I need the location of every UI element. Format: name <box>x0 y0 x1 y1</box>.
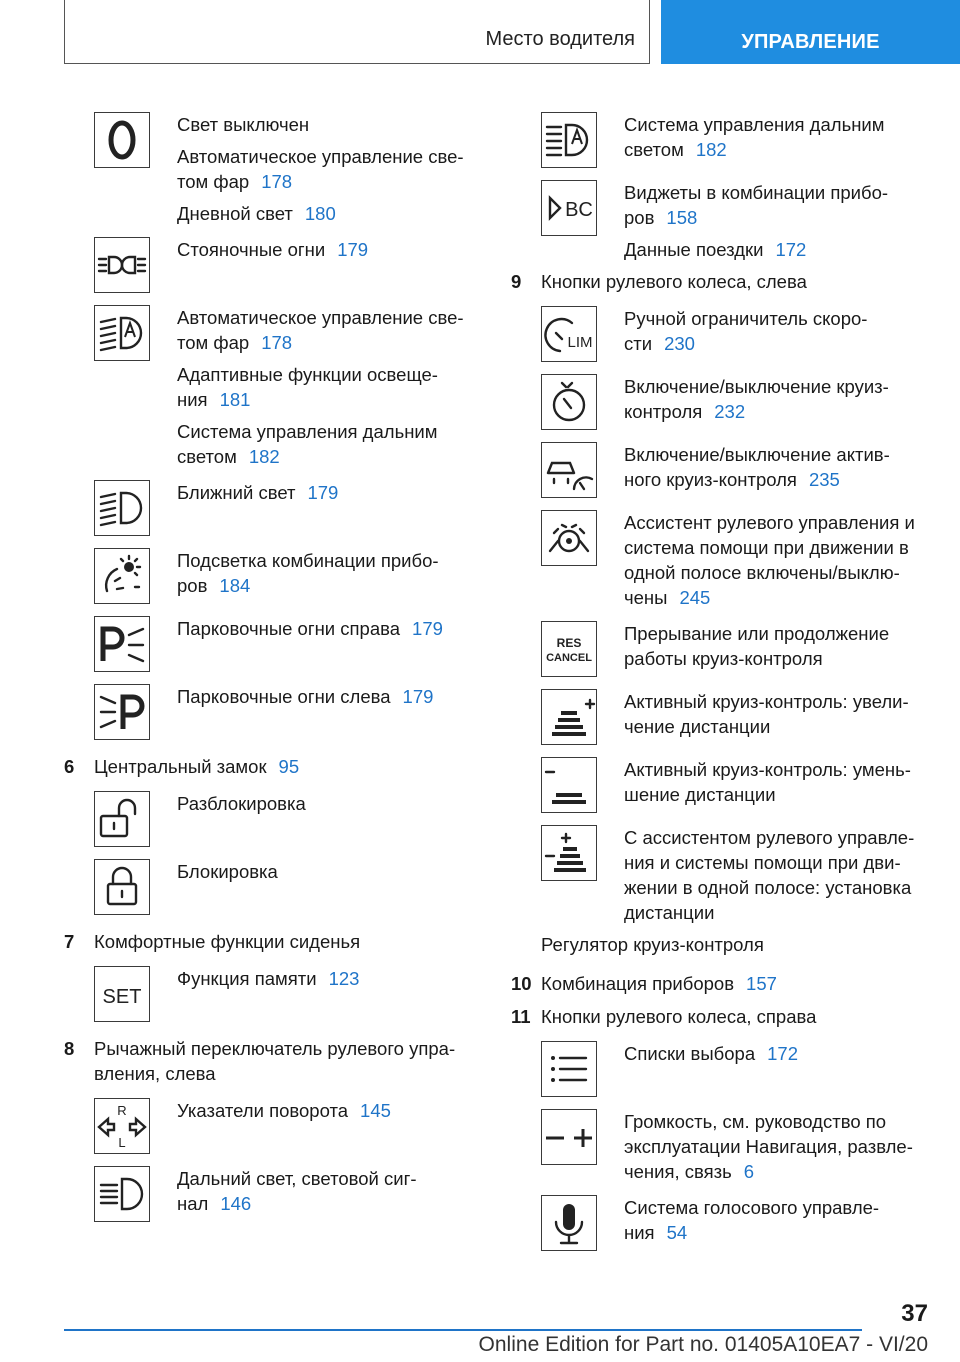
icon-row <box>94 1094 480 1162</box>
svg-text:LIM: LIM <box>567 334 593 351</box>
entry <box>624 374 941 424</box>
entry <box>177 684 480 709</box>
entry <box>177 144 480 194</box>
left-group-7 <box>64 962 480 1030</box>
icon-row <box>541 108 941 176</box>
entry <box>624 112 941 162</box>
entry <box>177 480 480 505</box>
entry-text: Функция памяти 123 <box>177 968 360 989</box>
icon-label-res: RES <box>556 636 582 650</box>
entry <box>624 621 941 671</box>
entry <box>177 419 480 469</box>
auto-headlight-icon <box>94 305 150 361</box>
entry-text: Списки выбора 172 <box>624 1043 798 1064</box>
entry-text: С ассистентом рулевого управле- ния и системы помощи при дви- жении в одной полосе: установка дистанции <box>624 827 915 923</box>
page-link[interactable]: 6 <box>743 1161 755 1182</box>
entry <box>177 859 480 884</box>
distance-decrease-icon <box>541 757 597 813</box>
entry <box>624 1195 941 1245</box>
icon-row <box>94 787 480 855</box>
item-11 <box>511 1004 941 1029</box>
cruise-regulator-note: Регулятор круиз-контроля <box>541 934 764 955</box>
entry-text: Подсветка комбинации прибо- ров 184 <box>177 550 439 596</box>
entry-text: Активный круиз-контроль: увели- чение дистанции <box>624 691 909 737</box>
page-link[interactable]: 95 <box>278 756 300 777</box>
page-link[interactable]: 232 <box>714 401 746 422</box>
page-link[interactable]: 179 <box>412 618 443 639</box>
icon-row <box>541 302 941 370</box>
svg-text:BC: BC <box>565 199 593 221</box>
left-column <box>64 108 480 1230</box>
item-label: Центральный замок <box>94 756 267 777</box>
item-label: Комфортные функции сиденья <box>94 931 361 952</box>
entry-text: Свет выключен <box>177 114 310 135</box>
entry-text: Данные поездки 172 <box>624 239 807 260</box>
entry <box>177 201 480 226</box>
item-10 <box>511 971 941 996</box>
entry <box>177 362 480 412</box>
icon-row <box>541 1191 941 1259</box>
parking-light-left-icon <box>94 684 150 740</box>
high-beam-assist-icon <box>541 112 597 168</box>
item-7 <box>64 929 480 954</box>
entry-text: Стояночные огни 179 <box>177 239 369 260</box>
right-group-11 <box>511 1037 941 1259</box>
icon-row <box>94 233 480 301</box>
page-link[interactable]: 182 <box>695 139 727 160</box>
icon-row <box>94 544 480 612</box>
icon-row <box>541 176 941 262</box>
page-link[interactable]: 245 <box>679 587 711 608</box>
page-link[interactable]: 178 <box>261 171 293 192</box>
entry-text: Ассистент рулевого управления и система помощи при движении в одной полосе включены/выклю- чены 245 <box>624 512 915 608</box>
entry-text: Виджеты в комбинации прибо- ров 158 <box>624 182 889 228</box>
entry <box>177 616 480 641</box>
icon-row <box>94 1162 480 1230</box>
icon-row <box>94 855 480 923</box>
item-9 <box>511 269 941 294</box>
entry-text: Включение/выключение актив- ного круиз-контроля 235 <box>624 444 890 490</box>
entry-text: Указатели поворота 145 <box>177 1100 391 1121</box>
item-label: Комбинация приборов <box>541 973 735 994</box>
page-link[interactable]: 182 <box>248 446 280 467</box>
svg-text:R: R <box>117 1103 127 1118</box>
entry-text: Адаптивные функции освеще- ния 181 <box>177 364 438 410</box>
entry <box>624 306 941 356</box>
steering-assist-icon <box>541 510 597 566</box>
entry-text: Блокировка <box>177 861 278 882</box>
entry <box>624 689 941 739</box>
entry <box>177 237 480 262</box>
footer-rule <box>64 1329 862 1331</box>
entry-text: Ручной ограничитель скоро- сти 230 <box>624 308 868 354</box>
entry-text: Система управления дальним светом 182 <box>624 114 885 160</box>
icon-row <box>541 753 941 821</box>
distance-set-icon <box>541 825 597 881</box>
page-link[interactable]: 230 <box>664 333 695 354</box>
entry <box>624 180 941 230</box>
light-off-icon <box>94 112 150 168</box>
entry-text: Парковочные огни справа 179 <box>177 618 443 639</box>
item-number: 10 <box>511 973 532 994</box>
icon-row <box>94 301 480 469</box>
turn-signal-icon <box>94 1098 150 1154</box>
icon-row <box>541 1105 941 1184</box>
icon-row <box>541 438 941 506</box>
page-link[interactable]: 158 <box>666 207 698 228</box>
page-link[interactable]: 235 <box>808 469 840 490</box>
edition-text: Online Edition for Part no. 01405A10EA7 - VI/20 <box>478 1333 928 1356</box>
entry-text: Прерывание или продолжение работы круиз-контроля <box>624 623 890 669</box>
cruise-control-icon <box>541 374 597 430</box>
entry <box>624 237 941 262</box>
left-group-6 <box>64 787 480 923</box>
item-number: 6 <box>64 756 75 777</box>
item-label: Рычажный переключатель рулевого упра- вления, слева <box>94 1038 456 1084</box>
page-link[interactable]: 179 <box>337 239 369 260</box>
page-number: 37 <box>901 1300 928 1327</box>
icon-row <box>94 680 480 748</box>
entry-text: Автоматическое управление све- том фар 178 <box>177 307 464 353</box>
entry-text: Ближний свет 179 <box>177 482 339 503</box>
high-beam-icon <box>94 1166 150 1222</box>
icon-row <box>94 962 480 1030</box>
icon-row <box>94 612 480 680</box>
icon-row <box>541 1037 941 1105</box>
entry <box>624 825 941 925</box>
icon-row <box>94 476 480 544</box>
entry-text: Включение/выключение круиз- контроля 232 <box>624 376 889 422</box>
item-8 <box>64 1036 480 1086</box>
entry-text: Система голосового управле- ния 54 <box>624 1197 880 1243</box>
active-cruise-icon <box>541 442 597 498</box>
header-frame <box>64 0 650 64</box>
chapter-tab[interactable]: УПРАВЛЕНИЕ <box>661 0 960 64</box>
page-link[interactable]: 157 <box>746 973 777 994</box>
speed-limiter-icon <box>541 306 597 362</box>
section-title: Место водителя <box>485 28 635 50</box>
item-number: 8 <box>64 1038 75 1059</box>
parking-light-right-icon <box>94 616 150 672</box>
page-link[interactable]: 172 <box>775 239 807 260</box>
svg-text:SET: SET <box>102 986 142 1008</box>
low-beam-icon <box>94 480 150 536</box>
page-link[interactable]: 54 <box>666 1222 688 1243</box>
page-link[interactable]: 180 <box>304 203 336 224</box>
entry-text: Дневной свет 180 <box>177 203 336 224</box>
volume-icon <box>541 1109 597 1165</box>
icon-row <box>541 821 941 925</box>
entry <box>624 757 941 807</box>
selection-list-icon <box>541 1041 597 1097</box>
entry <box>177 548 480 598</box>
right-group-9 <box>511 302 941 925</box>
entry-text: Громкость, см. руководство по эксплуатации Навигация, развле- чения, связь 6 <box>624 1111 913 1182</box>
page-link[interactable]: 146 <box>220 1193 252 1214</box>
svg-text:L: L <box>118 1135 126 1150</box>
page-link[interactable]: 145 <box>360 1100 391 1121</box>
entry-text: Активный круиз-контроль: умень- шение дистанции <box>624 759 911 805</box>
entry-text: Дальний свет, световой сиг- нал 146 <box>177 1168 417 1214</box>
entry <box>177 1098 480 1123</box>
entry <box>177 112 480 137</box>
icon-row <box>541 617 941 685</box>
entry <box>177 966 480 991</box>
lock-icon <box>94 859 150 915</box>
item-number: 11 <box>511 1006 531 1027</box>
icon-row <box>541 685 941 753</box>
item-number: 9 <box>511 271 522 292</box>
widgets-bc-icon <box>541 180 597 236</box>
voice-control-icon <box>541 1195 597 1251</box>
page-link[interactable]: 179 <box>307 482 339 503</box>
item-6 <box>64 754 480 779</box>
item-number: 7 <box>64 931 75 952</box>
page-link[interactable]: 181 <box>219 389 251 410</box>
parking-lights-icon <box>94 237 150 293</box>
entry-text: Система управления дальним светом 182 <box>177 421 438 467</box>
entry <box>624 1041 941 1066</box>
page-link[interactable]: 123 <box>328 968 360 989</box>
entry-text: Разблокировка <box>177 793 306 814</box>
right-group-top <box>511 108 941 262</box>
set-memory-icon <box>94 966 150 1022</box>
item-label: Кнопки рулевого колеса, справа <box>541 1006 817 1027</box>
left-group-8 <box>64 1094 480 1230</box>
item-label: Кнопки рулевого колеса, слева <box>541 271 807 292</box>
entry <box>624 442 941 492</box>
icon-row <box>541 370 941 438</box>
icon-row <box>541 506 941 610</box>
entry <box>624 510 941 610</box>
distance-increase-icon <box>541 689 597 745</box>
page-link[interactable]: 184 <box>219 575 251 596</box>
right-column <box>511 108 941 1259</box>
entry <box>177 791 480 816</box>
page-link[interactable]: 179 <box>402 686 434 707</box>
icon-row <box>94 108 480 226</box>
unlock-icon <box>94 791 150 847</box>
left-group-top <box>64 108 480 748</box>
instrument-lighting-icon <box>94 548 150 604</box>
entry <box>177 305 480 355</box>
entry-text: Автоматическое управление све- том фар 178 <box>177 146 464 192</box>
icon-label-cancel: CANCEL <box>546 652 592 664</box>
page-link[interactable]: 172 <box>767 1043 798 1064</box>
entry-text: Парковочные огни слева 179 <box>177 686 434 707</box>
res-cancel-icon <box>541 621 597 677</box>
page-link[interactable]: 178 <box>261 332 293 353</box>
entry <box>624 1109 941 1184</box>
entry <box>177 1166 480 1216</box>
